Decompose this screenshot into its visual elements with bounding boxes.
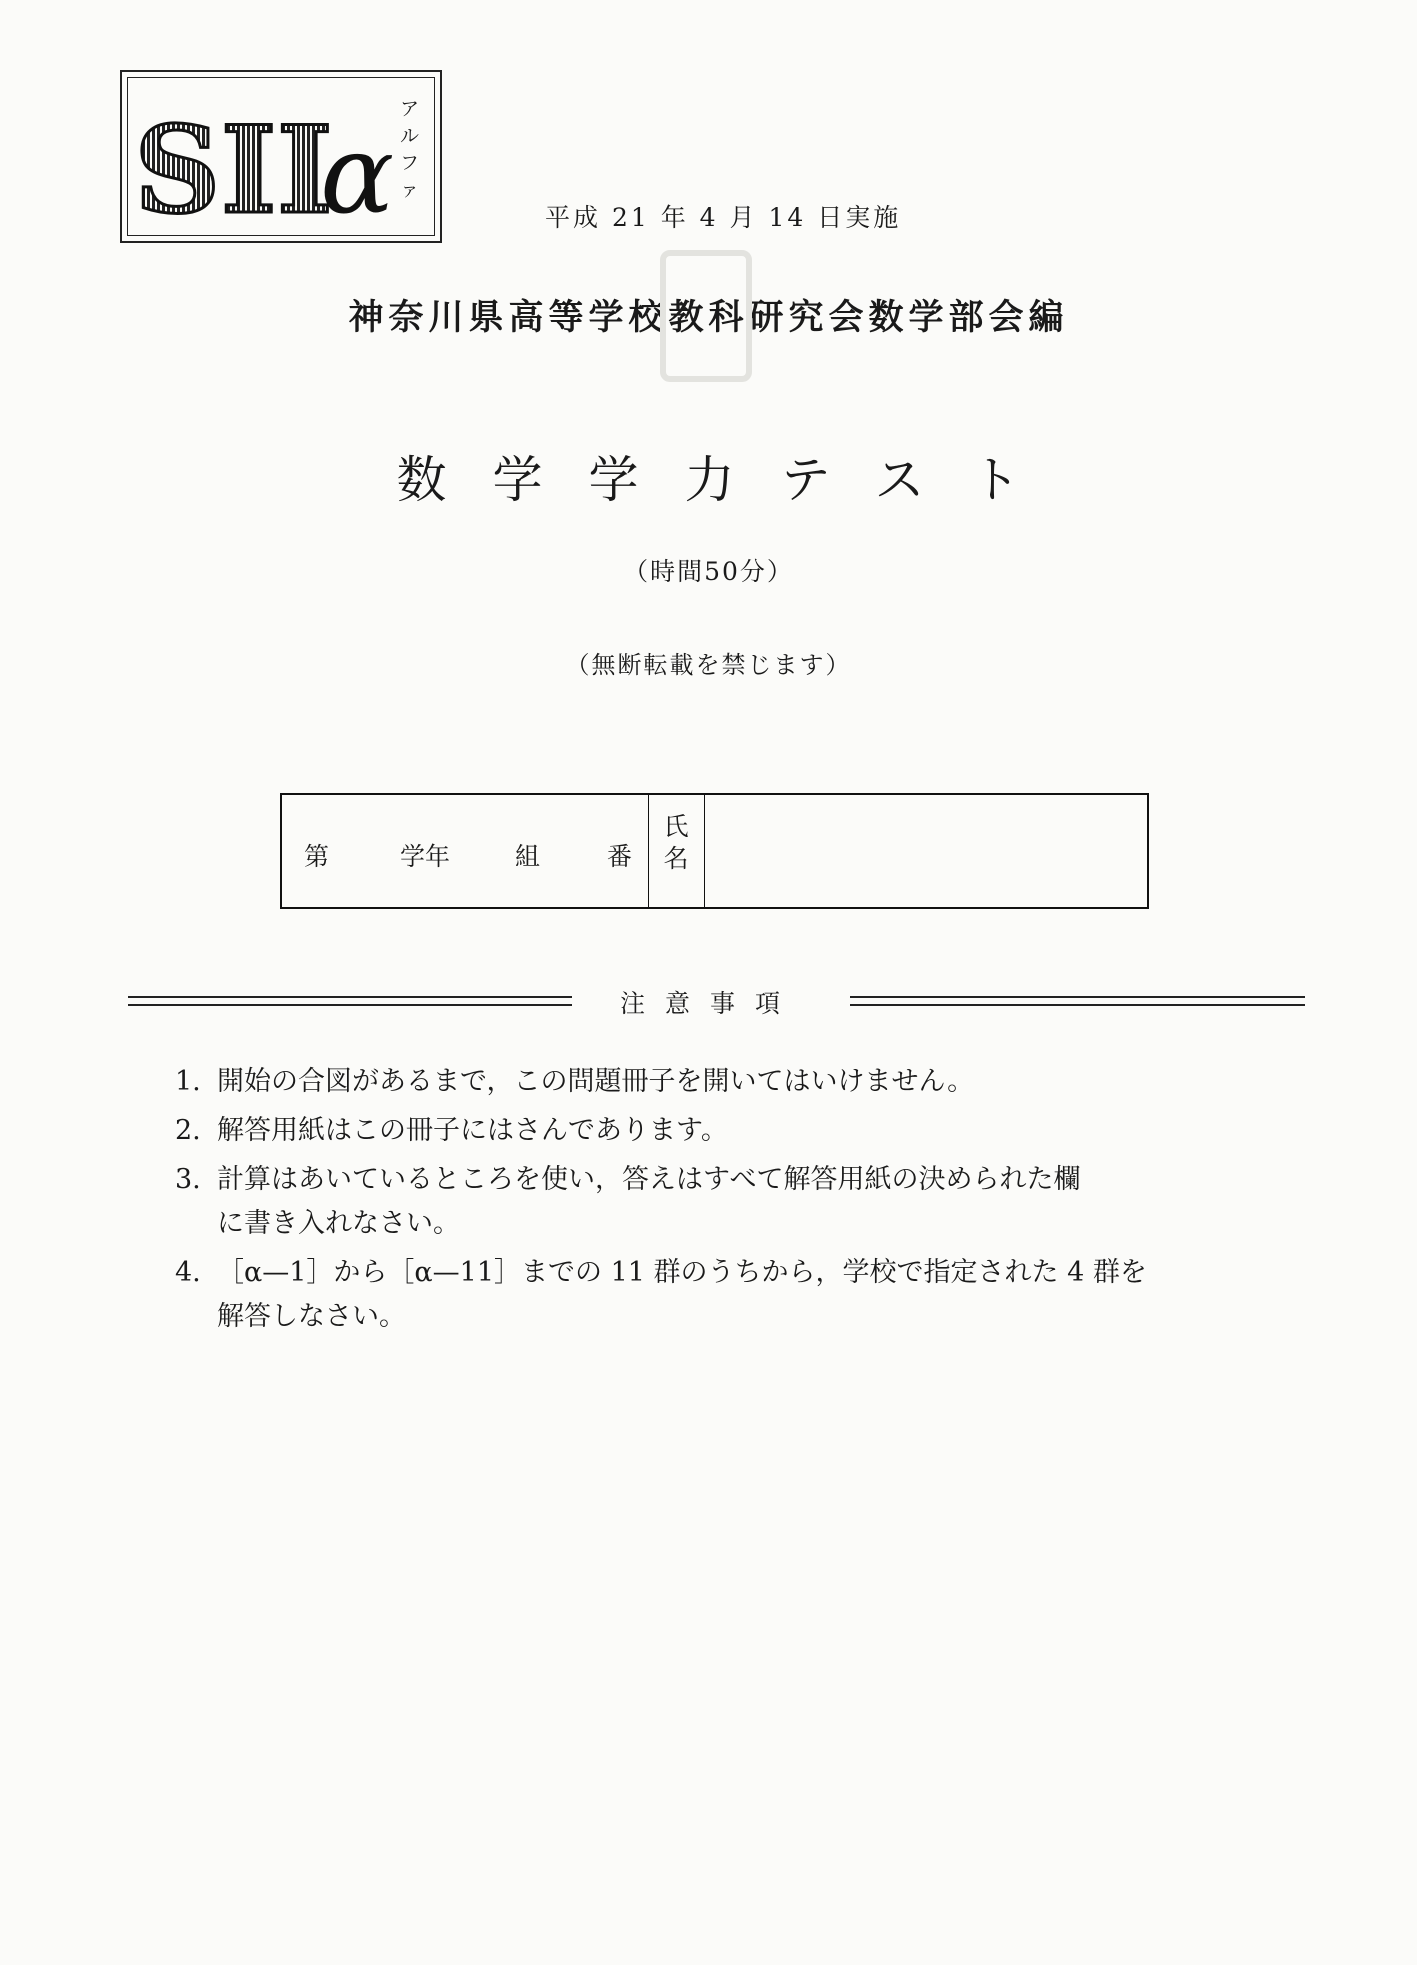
page-title: 数学学力テスト <box>396 451 1067 509</box>
item-text: 計算はあいているところを使い，答えはすべて解答用紙の決められた欄 <box>217 1164 1081 1195</box>
name-field[interactable] <box>706 795 1147 907</box>
bleed-through-mark <box>660 250 752 382</box>
student-info-box <box>280 793 1149 909</box>
organization: 神奈川県高等学校教科研究会数学部会編 <box>348 298 1069 338</box>
cautions-list <box>175 1060 1177 1344</box>
item-text-continued: 解答しなさい。 <box>217 1301 406 1332</box>
exam-date: 平成 21 年 4 月 14 日実施 <box>545 203 902 232</box>
logo-graphic <box>122 72 444 245</box>
name-label: 氏 名 <box>663 812 689 873</box>
left-double-rule <box>128 996 572 1006</box>
number-label: 番 <box>607 842 633 871</box>
logo-ruby: アルファ <box>400 98 422 201</box>
item-number: 1. <box>175 1066 201 1097</box>
right-double-rule <box>850 996 1305 1006</box>
list-item <box>175 1158 1177 1246</box>
item-number: 2. <box>175 1115 201 1146</box>
logo-letters: SII <box>134 100 333 241</box>
class-info-cell <box>282 795 649 907</box>
list-item <box>175 1109 1177 1153</box>
item-text: 解答用紙はこの冊子にはさんであります。 <box>217 1115 728 1146</box>
list-item <box>175 1060 1177 1104</box>
item-text-continued: に書き入れなさい。 <box>217 1208 460 1239</box>
cautions-heading: 注意事項 <box>619 989 800 1018</box>
item-text: ［α—1］から［α—11］までの 11 群のうちから，学校で指定された 4 群を <box>217 1257 1147 1288</box>
name-label-cell <box>648 795 705 907</box>
exam-duration: （時間50分） <box>623 557 794 586</box>
logo <box>120 70 442 243</box>
item-text: 開始の合図があるまで，この問題冊子を開いてはいけません。 <box>217 1066 975 1097</box>
item-number: 4. <box>175 1257 201 1288</box>
grade-suffix: 学年 <box>400 842 451 871</box>
logo-alpha: α <box>320 110 395 238</box>
copyright-notice: （無断転載を禁じます） <box>565 651 852 679</box>
item-number: 3. <box>175 1164 201 1195</box>
grade-prefix: 第 <box>304 842 330 871</box>
class-label: 組 <box>515 842 541 871</box>
list-item <box>175 1251 1177 1339</box>
